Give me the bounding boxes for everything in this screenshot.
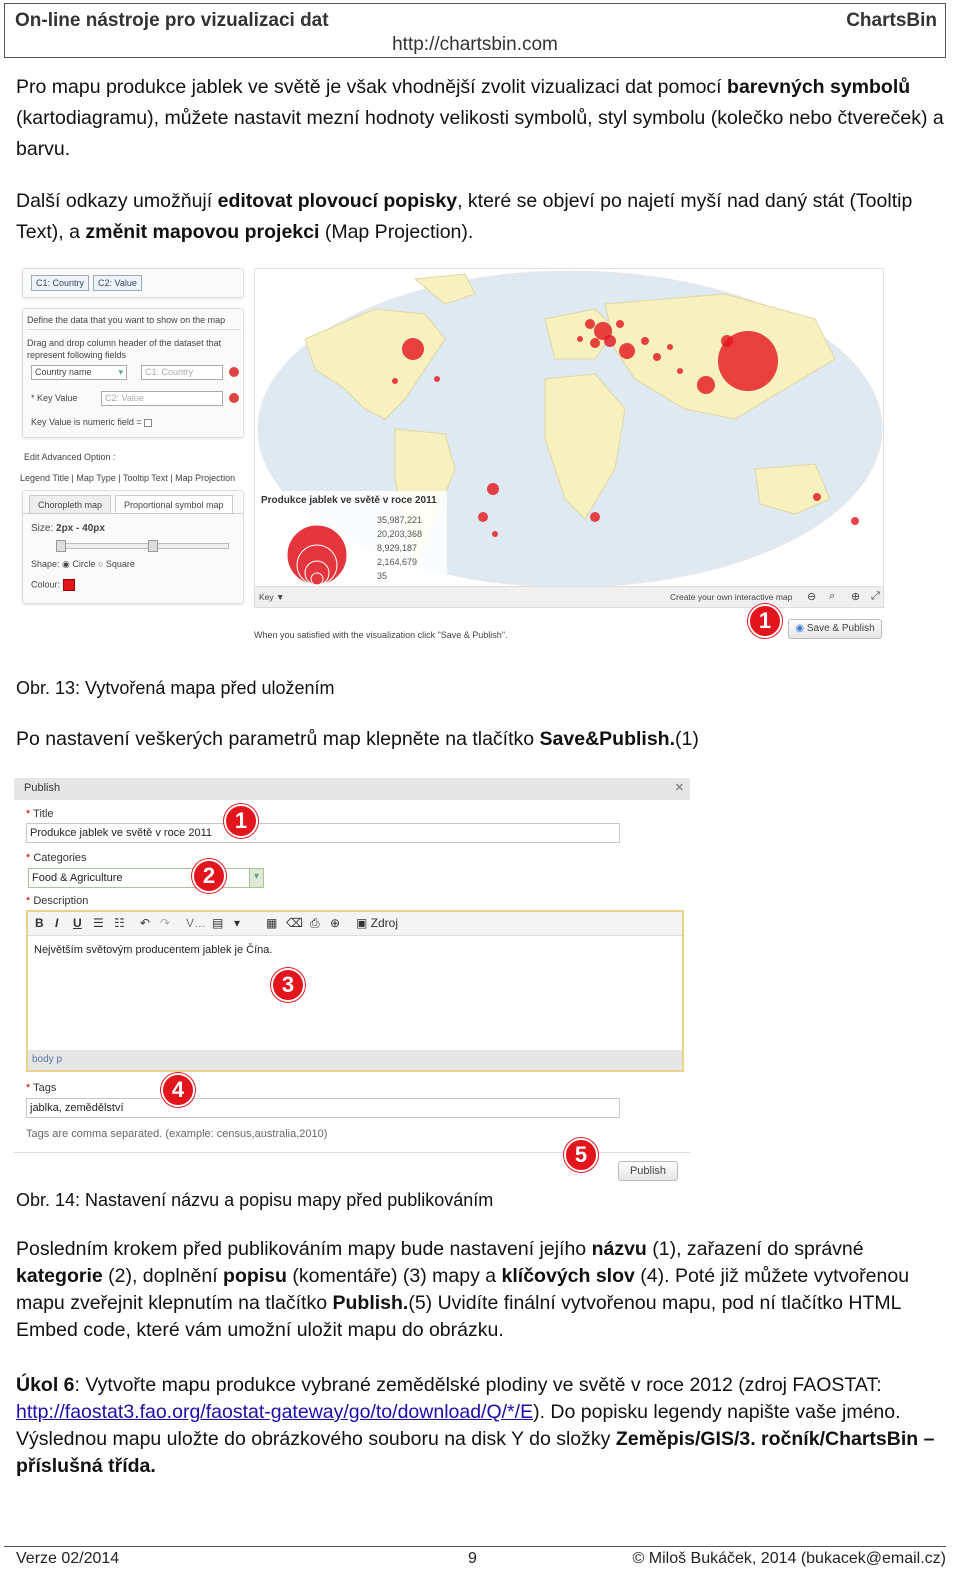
tab-choropleth[interactable]: Choropleth map bbox=[29, 495, 111, 514]
edit-advanced-label: Edit Advanced Option : bbox=[24, 452, 116, 462]
text: ). Do popisku legendy napište vaše jméno. Výslednou mapu uložte do obrázkového souboru na disk Y do složky bbox=[16, 1401, 901, 1450]
redo-icon[interactable]: ↷ bbox=[160, 916, 171, 930]
save-publish-button[interactable] bbox=[788, 619, 882, 639]
paragraph-links bbox=[16, 186, 946, 248]
caption-figure-14: Obr. 14: Nastavení názvu a popisu mapy před publikováním bbox=[16, 1190, 494, 1210]
numeric-checkbox[interactable] bbox=[144, 419, 152, 427]
shape-label: Shape: bbox=[31, 559, 60, 569]
source-label: Zdroj bbox=[370, 916, 399, 930]
bold-text: klíčových slov bbox=[501, 1265, 635, 1287]
key-toggle[interactable]: Key ▼ bbox=[259, 592, 285, 602]
text: (kartodiagramu), můžete nastavit mezní hodnoty velikosti symbolů, styl symbolu (kolečko nebo čtvereček) a barvu. bbox=[16, 107, 944, 160]
source-button[interactable]: ▣ Zdroj bbox=[356, 916, 399, 930]
text: (4). Poté již můžete vytvořenou mapu zveřejnit klepnutím na tlačítko bbox=[16, 1265, 910, 1314]
undo-icon[interactable]: ↶ bbox=[140, 916, 151, 930]
italic-icon[interactable]: I bbox=[55, 916, 59, 930]
footer-divider bbox=[4, 1546, 946, 1547]
bold-text: názvu bbox=[591, 1238, 647, 1260]
zoom-out-icon[interactable]: ⊖ bbox=[807, 591, 817, 603]
text: (1), zařazení do správné bbox=[646, 1238, 864, 1260]
select-value: Food & Agriculture bbox=[32, 872, 123, 884]
style-icon[interactable]: V… bbox=[186, 916, 207, 930]
radio-circle[interactable]: ◉ bbox=[62, 559, 70, 569]
text: (komentáře) (3) mapy a bbox=[286, 1265, 502, 1287]
category-select[interactable] bbox=[28, 868, 264, 888]
world-map[interactable] bbox=[254, 268, 884, 590]
page-header bbox=[4, 3, 946, 58]
paragraph-symbols bbox=[16, 72, 946, 165]
size-label: Size: bbox=[31, 523, 54, 534]
link-map-projection[interactable]: Map Projection bbox=[175, 473, 236, 483]
text-color-icon[interactable]: ▤ bbox=[212, 916, 224, 930]
badge-2: 2 bbox=[192, 859, 226, 893]
figure-publish-form bbox=[14, 778, 690, 1183]
country-name-select[interactable] bbox=[31, 365, 127, 380]
title-input[interactable]: Produkce jablek ve světě v roce 2011 bbox=[26, 823, 620, 843]
bold-text: kategorie bbox=[16, 1265, 103, 1287]
globe-icon: ◉ bbox=[795, 623, 805, 634]
faostat-link[interactable]: http://faostat3.fao.org/faostat-gateway/go/to/download/Q/*/E bbox=[16, 1401, 534, 1423]
key-value-drop-field[interactable]: C2: Value bbox=[101, 391, 223, 406]
figure-map-editor bbox=[18, 268, 888, 646]
tab-proportional[interactable]: Proportional symbol map bbox=[115, 495, 233, 514]
description-label: * Description bbox=[26, 895, 89, 907]
map-toolbar bbox=[254, 586, 884, 608]
text: (Map Projection). bbox=[319, 221, 474, 243]
description-text[interactable]: Největším světovým producentem jablek je Čína. bbox=[34, 944, 273, 956]
table-icon[interactable]: ▦ bbox=[266, 916, 278, 930]
colour-setting bbox=[31, 579, 75, 591]
paragraph-publish-steps bbox=[16, 1236, 946, 1344]
publish-window-titlebar bbox=[14, 778, 690, 800]
bold-text: Úkol 6 bbox=[16, 1374, 75, 1396]
paragraph-task-6 bbox=[16, 1372, 946, 1480]
badge-3: 3 bbox=[271, 968, 305, 1002]
header-url[interactable]: http://chartsbin.com bbox=[392, 34, 558, 55]
column-chip-value[interactable]: C2: Value bbox=[93, 275, 142, 291]
remove-icon[interactable] bbox=[229, 367, 239, 377]
size-slider[interactable] bbox=[57, 543, 229, 549]
publish-button[interactable]: Publish bbox=[618, 1161, 678, 1181]
text: (1) bbox=[675, 728, 699, 750]
bold-text: editovat plovoucí popisky bbox=[217, 190, 458, 212]
bold-icon[interactable]: B bbox=[35, 916, 44, 930]
button-label: Save & Publish bbox=[806, 623, 875, 634]
fullscreen-icon[interactable]: ⤢ bbox=[871, 590, 880, 602]
bullet-list-icon[interactable]: ☷ bbox=[114, 916, 125, 930]
country-drop-field[interactable]: C1: Country bbox=[141, 365, 223, 380]
numbered-list-icon[interactable]: ☰ bbox=[93, 916, 104, 930]
create-own-link[interactable]: Create your own interactive map bbox=[670, 592, 793, 602]
link-tooltip-text[interactable]: Tooltip Text bbox=[122, 473, 168, 483]
badge-5: 5 bbox=[564, 1138, 598, 1172]
categories-label: * Categories bbox=[26, 852, 87, 864]
label-text: Description bbox=[33, 895, 89, 907]
define-data-title: Define the data that you want to show on the map bbox=[27, 315, 241, 330]
satisfied-hint: When you satisfied with the visualization click "Save & Publish". bbox=[254, 630, 508, 640]
tags-label: * Tags bbox=[26, 1082, 57, 1094]
drag-drop-hint: Drag and drop column header of the dataset that represent following fields bbox=[27, 338, 222, 360]
legend-value: 20,203,368 bbox=[377, 529, 423, 539]
map-legend bbox=[257, 491, 447, 587]
bold-text: Zeměpis/GIS/3. ročník/ChartsBin – příslušná třída. bbox=[16, 1428, 935, 1477]
bold-text: Publish. bbox=[332, 1292, 409, 1314]
badge-1: 1 bbox=[224, 804, 258, 838]
editor-path-bar: body p bbox=[28, 1050, 682, 1070]
map-type-panel bbox=[22, 490, 244, 604]
legend-title: Produkce jablek ve světě v roce 2011 bbox=[261, 495, 437, 506]
text: : Vytvořte mapu produkce vybrané zemědělské plodiny ve světě v roce 2012 (zdroj FAOSTAT: bbox=[74, 1374, 882, 1396]
label-text: Tags bbox=[33, 1082, 57, 1094]
bold-text: Save&Publish. bbox=[539, 728, 675, 750]
colour-label: Colour: bbox=[31, 579, 61, 590]
define-data-panel bbox=[22, 308, 244, 438]
text: Posledním krokem před publikováním mapy bude nastavení jejího bbox=[16, 1238, 592, 1260]
badge-1: 1 bbox=[748, 604, 782, 638]
remove-icon[interactable] bbox=[229, 393, 239, 403]
badge-4: 4 bbox=[161, 1073, 195, 1107]
text: Další odkazy umožňují bbox=[16, 190, 218, 212]
caption-figure-13: Obr. 13: Vytvořená mapa před uložením bbox=[16, 678, 335, 698]
tags-input[interactable]: jablka, zemědělství bbox=[26, 1098, 620, 1118]
paragraph-save bbox=[16, 724, 946, 755]
text: Po nastavení veškerých parametrů map klepněte na tlačítko bbox=[16, 728, 540, 750]
header-brand: ChartsBin bbox=[846, 10, 937, 31]
chevron-down-icon[interactable]: ▾ bbox=[249, 869, 263, 887]
underline-icon[interactable]: U bbox=[73, 916, 82, 930]
numeric-field-label bbox=[31, 417, 152, 427]
text: Pro mapu produkce jablek ve světě je však vhodnější zvolit vizualizaci dat pomocí bbox=[16, 76, 728, 98]
text: (5) Uvidíte finální vytvořenou mapu, pod ní tlačítko HTML Embed code, které vám umožní uložit mapu do obrázku. bbox=[16, 1292, 901, 1341]
legend-circles bbox=[277, 511, 367, 591]
editor-toolbar bbox=[28, 912, 682, 936]
text: , které se objeví po najetí myší nad daný stát (Tooltip Text), a bbox=[16, 190, 913, 243]
column-chip-country[interactable]: C1: Country bbox=[31, 275, 89, 291]
bold-text: barevných symbolů bbox=[727, 76, 911, 98]
close-icon[interactable]: ✕ bbox=[674, 782, 684, 794]
shape-square-label: Square bbox=[105, 559, 135, 569]
text: (2), doplnění bbox=[102, 1265, 224, 1287]
link-map-type[interactable]: Map Type bbox=[76, 473, 116, 483]
eraser-icon[interactable]: ⌫ bbox=[286, 916, 303, 930]
preview-icon[interactable]: ⎙ bbox=[310, 916, 320, 930]
shape-setting bbox=[31, 559, 135, 570]
tags-hint: Tags are comma separated. (example: census,australia,2010) bbox=[26, 1128, 328, 1140]
header-title: On-line nástroje pro vizualizaci dat bbox=[15, 10, 329, 31]
description-editor bbox=[26, 910, 684, 1072]
size-value: 2px - 40px bbox=[56, 523, 105, 534]
legend-values bbox=[377, 513, 422, 583]
legend-value: 2,164,679 bbox=[377, 557, 418, 567]
link-icon[interactable]: ⊕ bbox=[330, 916, 341, 930]
background-color-icon[interactable]: ▾ bbox=[234, 916, 241, 930]
label-text: Categories bbox=[33, 852, 87, 864]
link-legend-title[interactable]: Legend Title bbox=[20, 473, 70, 483]
label-text: Key Value is numeric field = bbox=[31, 417, 142, 427]
column-chips-panel bbox=[22, 268, 244, 298]
window-title: Publish bbox=[24, 782, 61, 794]
slider-handle-max[interactable] bbox=[148, 540, 158, 552]
footer-author: © Miloš Bukáček, 2014 (bukacek@email.cz) bbox=[632, 1550, 946, 1567]
advanced-links: Legend Title | Map Type | Tooltip Text | Map Projection bbox=[20, 473, 236, 483]
legend-value: 35 bbox=[377, 571, 388, 581]
legend-value: 8,929,187 bbox=[377, 543, 418, 553]
radio-square[interactable]: ○ bbox=[97, 559, 104, 569]
label-text: Title bbox=[33, 808, 54, 820]
bold-text: změnit mapovou projekci bbox=[85, 221, 320, 243]
legend-value: 35,987,221 bbox=[377, 515, 423, 525]
footer-page-number: 9 bbox=[468, 1550, 477, 1567]
footer-version: Verze 02/2014 bbox=[16, 1550, 120, 1567]
search-icon[interactable]: ⌕ bbox=[829, 590, 836, 602]
title-label: * Title bbox=[26, 808, 54, 820]
select-value: Country name bbox=[35, 367, 92, 377]
slider-handle-min[interactable] bbox=[56, 540, 66, 552]
colour-swatch[interactable] bbox=[63, 579, 75, 591]
shape-circle-label: Circle bbox=[72, 559, 96, 569]
key-value-label: * Key Value bbox=[31, 393, 78, 403]
bold-text: popisu bbox=[223, 1265, 287, 1287]
zoom-in-icon[interactable]: ⊕ bbox=[851, 591, 861, 603]
chevron-down-icon: ▾ bbox=[118, 367, 123, 377]
size-setting bbox=[31, 523, 105, 534]
